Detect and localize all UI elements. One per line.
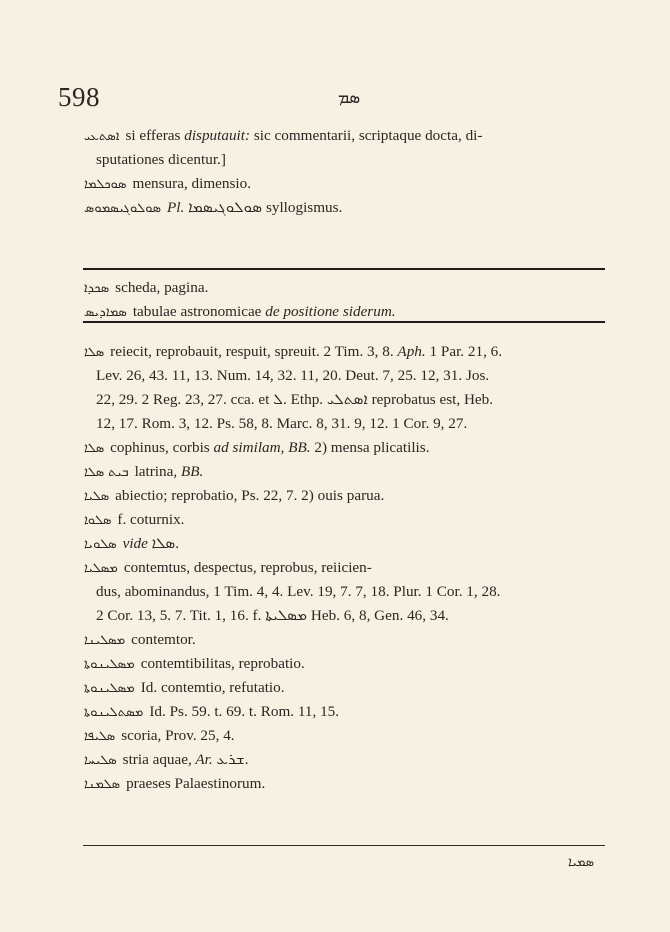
section-rule [83,321,605,323]
entry-line: ܣܟܕܐ scheda, pagina. [84,279,209,296]
entry-line: ܣܘܠܘܓܝܣܡܘܣ Pl. ܣܘܠܘܓܝܣܡܐ syllogismus. [84,199,343,216]
section-rule [83,268,605,270]
entry-line: ܣܠܐ reiecit, reprobauit, respuit, spreuit. 2 Tim. 3, 8. Aph. 1 Par. 21, 6. [84,343,503,360]
entry-line: ܣܠܘܝܐ vide ܣܠܐ. [84,535,180,552]
entry-line: ܡܣܠܝܐ contemtus, despectus, reprobus, reiicien- [84,559,372,576]
footer-rule [83,845,605,846]
catchword: ܣܡܝܐ [568,855,595,870]
entry-line: dus, abominandus, 1 Tim. 4, 4. Lev. 19, 7. 7, 18. Plur. 1 Cor. 1, 28. [96,583,501,600]
entry-line: ܣܘܟܠܡܐ mensura, dimensio. [84,175,252,192]
entry-line: ܣܠܘܐ f. coturnix. [84,511,185,528]
entry-line: ܣܠܝܦܐ scoria, Prov. 25, 4. [84,727,235,744]
page-number: 598 [58,82,100,112]
entry-line: sputationes dicentur.] [96,151,226,168]
entry-line: ܡܣܠܝܢܘܬܐ Id. contemtio, refutatio. [84,679,285,696]
entry-line: ܣܡܐܕܝܣ tabulae astronomicae de positione siderum. [84,303,396,320]
running-head: ܣܡ [338,88,361,107]
entry-line: 22, 29. 2 Reg. 23, 27. cca. et ܠ. Ethp. ܐܣܬܠܝ reprobatus est, Heb. [96,391,494,408]
entry-line: ܣܠܝܚܐ stria aquae, Ar. ܫܪܥ. [84,751,249,768]
entry-line: ܡܣܠܝܢܘܬܐ contemtibilitas, reprobatio. [84,655,305,672]
entry-line: ܒܝܬ ܣܠܐ latrina, BB. [84,463,204,480]
entry-line: ܡܣܬܠܝܢܘܬܐ Id. Ps. 59. t. 69. t. Rom. 11, 15. [84,703,340,720]
entry-line: 12, 17. Rom. 3, 12. Ps. 58, 8. Marc. 8, 31. 9, 12. 1 Cor. 9, 27. [96,415,468,432]
entry-line: ܣܠܝܐ abiectio; reprobatio, Ps. 22, 7. 2) ouis parua. [84,487,385,504]
entry-line: ܐܣܬܥܝ si efferas disputauit: sic commentarii, scriptaque docta, di- [84,127,483,144]
entry-line: ܣܠܡܢܐ praeses Palaestinorum. [84,775,266,792]
entry-line: ܡܣܠܝܢܐ contemtor. [84,631,196,648]
entry-line: Lev. 26, 43. 11, 13. Num. 14, 32. 11, 20. Deut. 7, 25. 12, 31. Jos. [96,367,490,384]
entry-line: 2 Cor. 13, 5. 7. Tit. 1, 16. f. ܡܣܠܝܬܐ Heb. 6, 8, Gen. 46, 34. [96,607,449,624]
entry-line: ܣܠܐ cophinus, corbis ad similam, BB. 2) mensa plicatilis. [84,439,430,456]
